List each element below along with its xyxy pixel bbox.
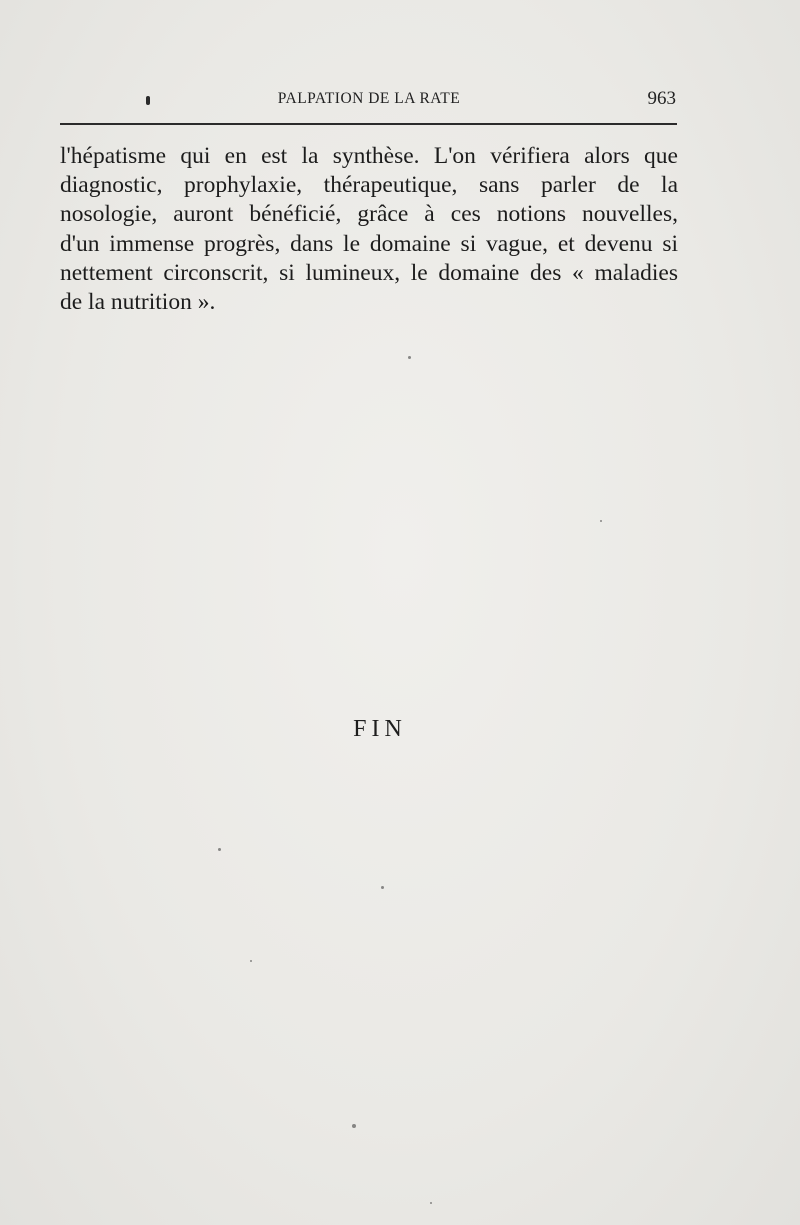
text-line: diagnostic, prophylaxie, thérapeutique, sans parler de la	[60, 172, 678, 199]
paper-speck	[600, 520, 602, 522]
paper-speck	[408, 356, 411, 359]
text-line: de la nutrition ».	[60, 289, 216, 316]
header-rule	[60, 123, 677, 125]
paper-speck	[381, 886, 384, 889]
text-line: l'hépatisme qui en est la synthèse. L'on vérifiera alors que	[60, 143, 678, 169]
end-mark: FIN	[353, 716, 407, 742]
page-number: 963	[647, 88, 676, 109]
text-line: nosologie, auront bénéficié, grâce à ces notions nouvelles,	[60, 201, 678, 228]
paper-speck	[218, 848, 221, 851]
paper-speck	[250, 960, 252, 962]
body-paragraph	[60, 142, 678, 317]
running-head	[60, 88, 678, 116]
paper-speck	[352, 1124, 356, 1128]
text-line: nettement circonscrit, si lumineux, le domaine des « maladies	[60, 259, 678, 286]
paper-speck	[430, 1202, 432, 1204]
text-line: d'un immense progrès, dans le domaine si vague, et devenu si	[60, 230, 678, 257]
running-head-title: PALPATION DE LA RATE	[277, 90, 461, 107]
